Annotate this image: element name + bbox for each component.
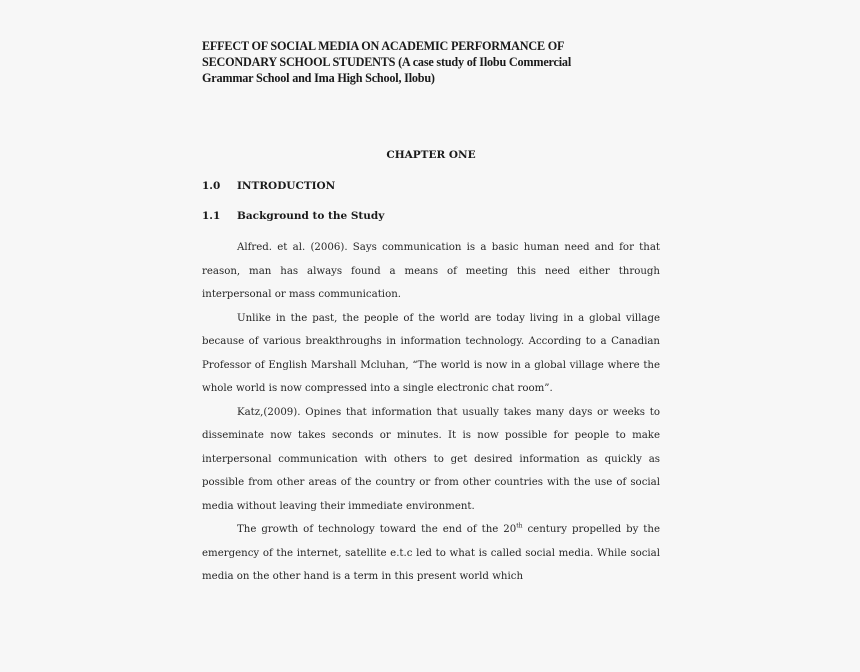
ordinal-superscript: th bbox=[516, 522, 523, 530]
paragraph: Alfred. et al. (2006). Says communication is a basic human need and for that reason, man has always found a means of meeting this need either through interpersonal or mass communication. bbox=[202, 242, 660, 300]
paragraph: Katz,(2009). Opines that information that usually takes many days or weeks to disseminate now takes seconds or minutes. It is now possible for people to make interpersonal communication with others to get desired information as quickly as possible from other areas of the country or from other countries with the use of social media without leaving their immediate environment. bbox=[202, 406, 660, 512]
title-line: EFFECT OF SOCIAL MEDIA ON ACADEMIC PERFORMANCE OF bbox=[202, 39, 565, 53]
title-line: Grammar School and Ima High School, Ilobu) bbox=[202, 71, 435, 85]
section-heading-background bbox=[202, 210, 384, 222]
paragraph bbox=[202, 518, 660, 589]
section-number: 1.0 bbox=[202, 180, 221, 192]
section-title: INTRODUCTION bbox=[237, 180, 336, 192]
paragraph: Unlike in the past, the people of the world are today living in a global village because of various breakthroughs in information technology. According to a Canadian Professor of English Marshall Mcluhan, “The world is now in a global village where the whole world is now compressed into a single electronic chat room”. bbox=[202, 312, 660, 394]
paragraph-text: century propelled by the emergency of the internet, satellite e.t.c led to what is called social media. While social media on the other hand is a term in this present world which bbox=[202, 524, 660, 582]
chapter-heading: CHAPTER ONE bbox=[386, 149, 476, 161]
body-text bbox=[202, 236, 660, 589]
section-heading-introduction bbox=[202, 180, 335, 192]
title-line: SECONDARY SCHOOL STUDENTS (A case study of Ilobu Commercial bbox=[202, 55, 572, 69]
paragraph-text: The growth of technology toward the end of the 20 bbox=[237, 524, 517, 535]
document-title bbox=[202, 38, 642, 86]
section-number: 1.1 bbox=[202, 210, 221, 222]
section-title: Background to the Study bbox=[237, 210, 385, 222]
